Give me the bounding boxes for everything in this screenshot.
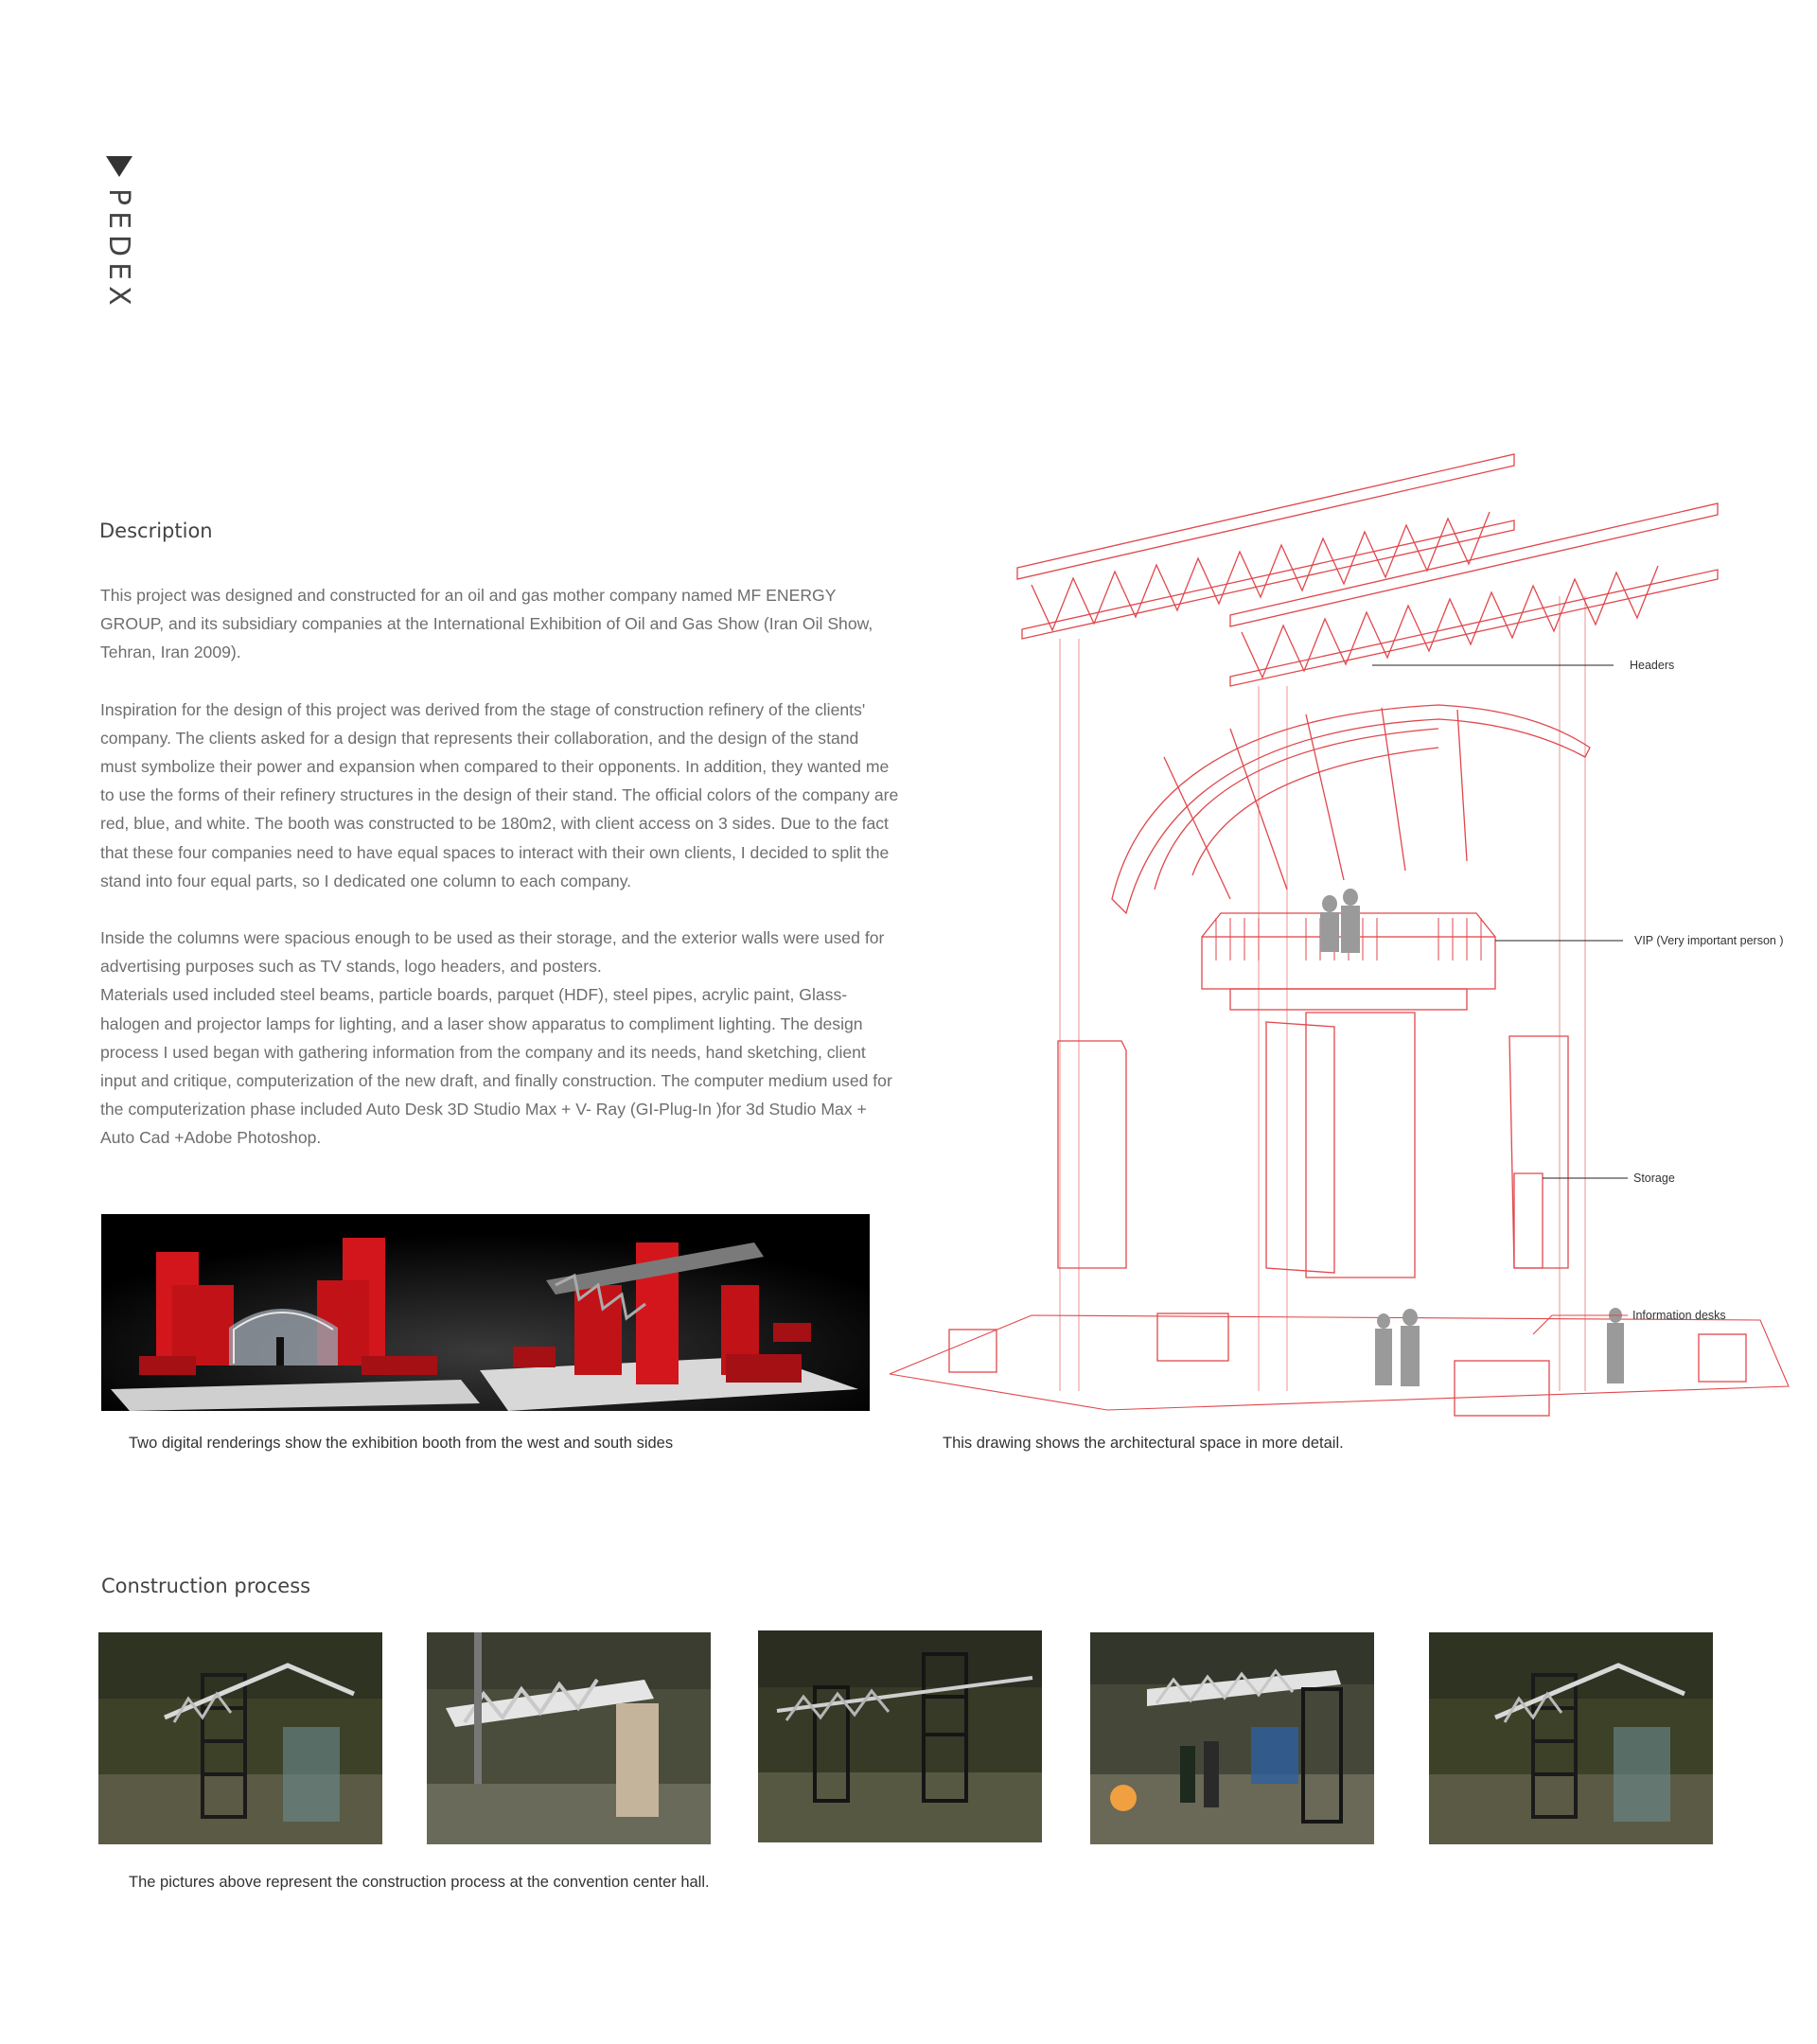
label-vip: VIP (Very important person ) xyxy=(1634,934,1784,947)
construction-photo xyxy=(98,1632,382,1844)
people-silhouettes xyxy=(1320,889,1624,1386)
description-paragraph: This project was designed and constructed for an oil and gas mother company named MF ENERGY GROUP, and its subsidiary companies at the International Exhibition of Oil and Gas Show (Iran Oil Show, Tehran, Iran 2009). xyxy=(100,586,873,662)
construction-photo xyxy=(427,1632,711,1844)
architectural-diagram xyxy=(890,445,1798,1419)
label-information-desks: Information desks xyxy=(1632,1309,1726,1322)
description-paragraph: Inside the columns were spacious enough to be used as their storage, and the exterior walls were used for advertising purposes such as TV stands, logo headers, and posters. xyxy=(100,928,885,977)
columns xyxy=(1058,1013,1568,1278)
renderings-caption: Two digital renderings show the exhibition booth from the west and south sides xyxy=(129,1435,674,1452)
description-title: Description xyxy=(99,520,213,542)
construction-title: Construction process xyxy=(101,1575,311,1597)
description-paragraph: Inspiration for the design of this project was derived from the stage of construction refinery of the clients' company. The clients asked for a design that represents their collaboration, and the design of the stand must symbolize their power and expansion when compared to their opponents. In addition, they wanted me to use the forms of their refinery structures in the design of their stand. The official colors of the company are red, blue, and white. The booth was constructed to be 180m2, with client access on 3 sides. Due to the fact that these four companies need to have equal spaces to interact with their own clients, I decided to split the stand into four equal parts, so I dedicated one column to each company. xyxy=(100,699,899,890)
triangle-down-icon xyxy=(106,156,132,177)
label-storage: Storage xyxy=(1633,1172,1675,1185)
construction-caption: The pictures above represent the construction process at the convention center hall. xyxy=(129,1874,710,1891)
construction-photo xyxy=(758,1630,1042,1842)
arched-canopy xyxy=(1112,705,1590,913)
brand-mark xyxy=(102,156,140,311)
description-paragraph: Materials used included steel beams, particle boards, parquet (HDF), steel pipes, acrylic paint, Glass-halogen and projector lamps for lighting, and a laser show apparatus to compliment lighting. The design process I used began with gathering information from the company and its needs, hand sketching, client input and critique, computerization of the new draft, and finally construction. The computer medium used for the computerization phase included Auto Desk 3D Studio Max + V- Ray (GI-Plug-In )for 3d Studio Max + Auto Cad +Adobe Photoshop. xyxy=(100,985,892,1148)
truss-header-1 xyxy=(1017,454,1514,639)
construction-photo xyxy=(1429,1632,1713,1844)
construction-photo xyxy=(1090,1632,1374,1844)
description-body xyxy=(100,581,899,1181)
brand-name: PEDEX xyxy=(102,188,135,311)
label-headers: Headers xyxy=(1630,659,1675,672)
diagram-caption: This drawing shows the architectural space in more detail. xyxy=(943,1435,1344,1452)
renderings-image xyxy=(101,1214,870,1411)
information-desks xyxy=(949,1313,1746,1416)
